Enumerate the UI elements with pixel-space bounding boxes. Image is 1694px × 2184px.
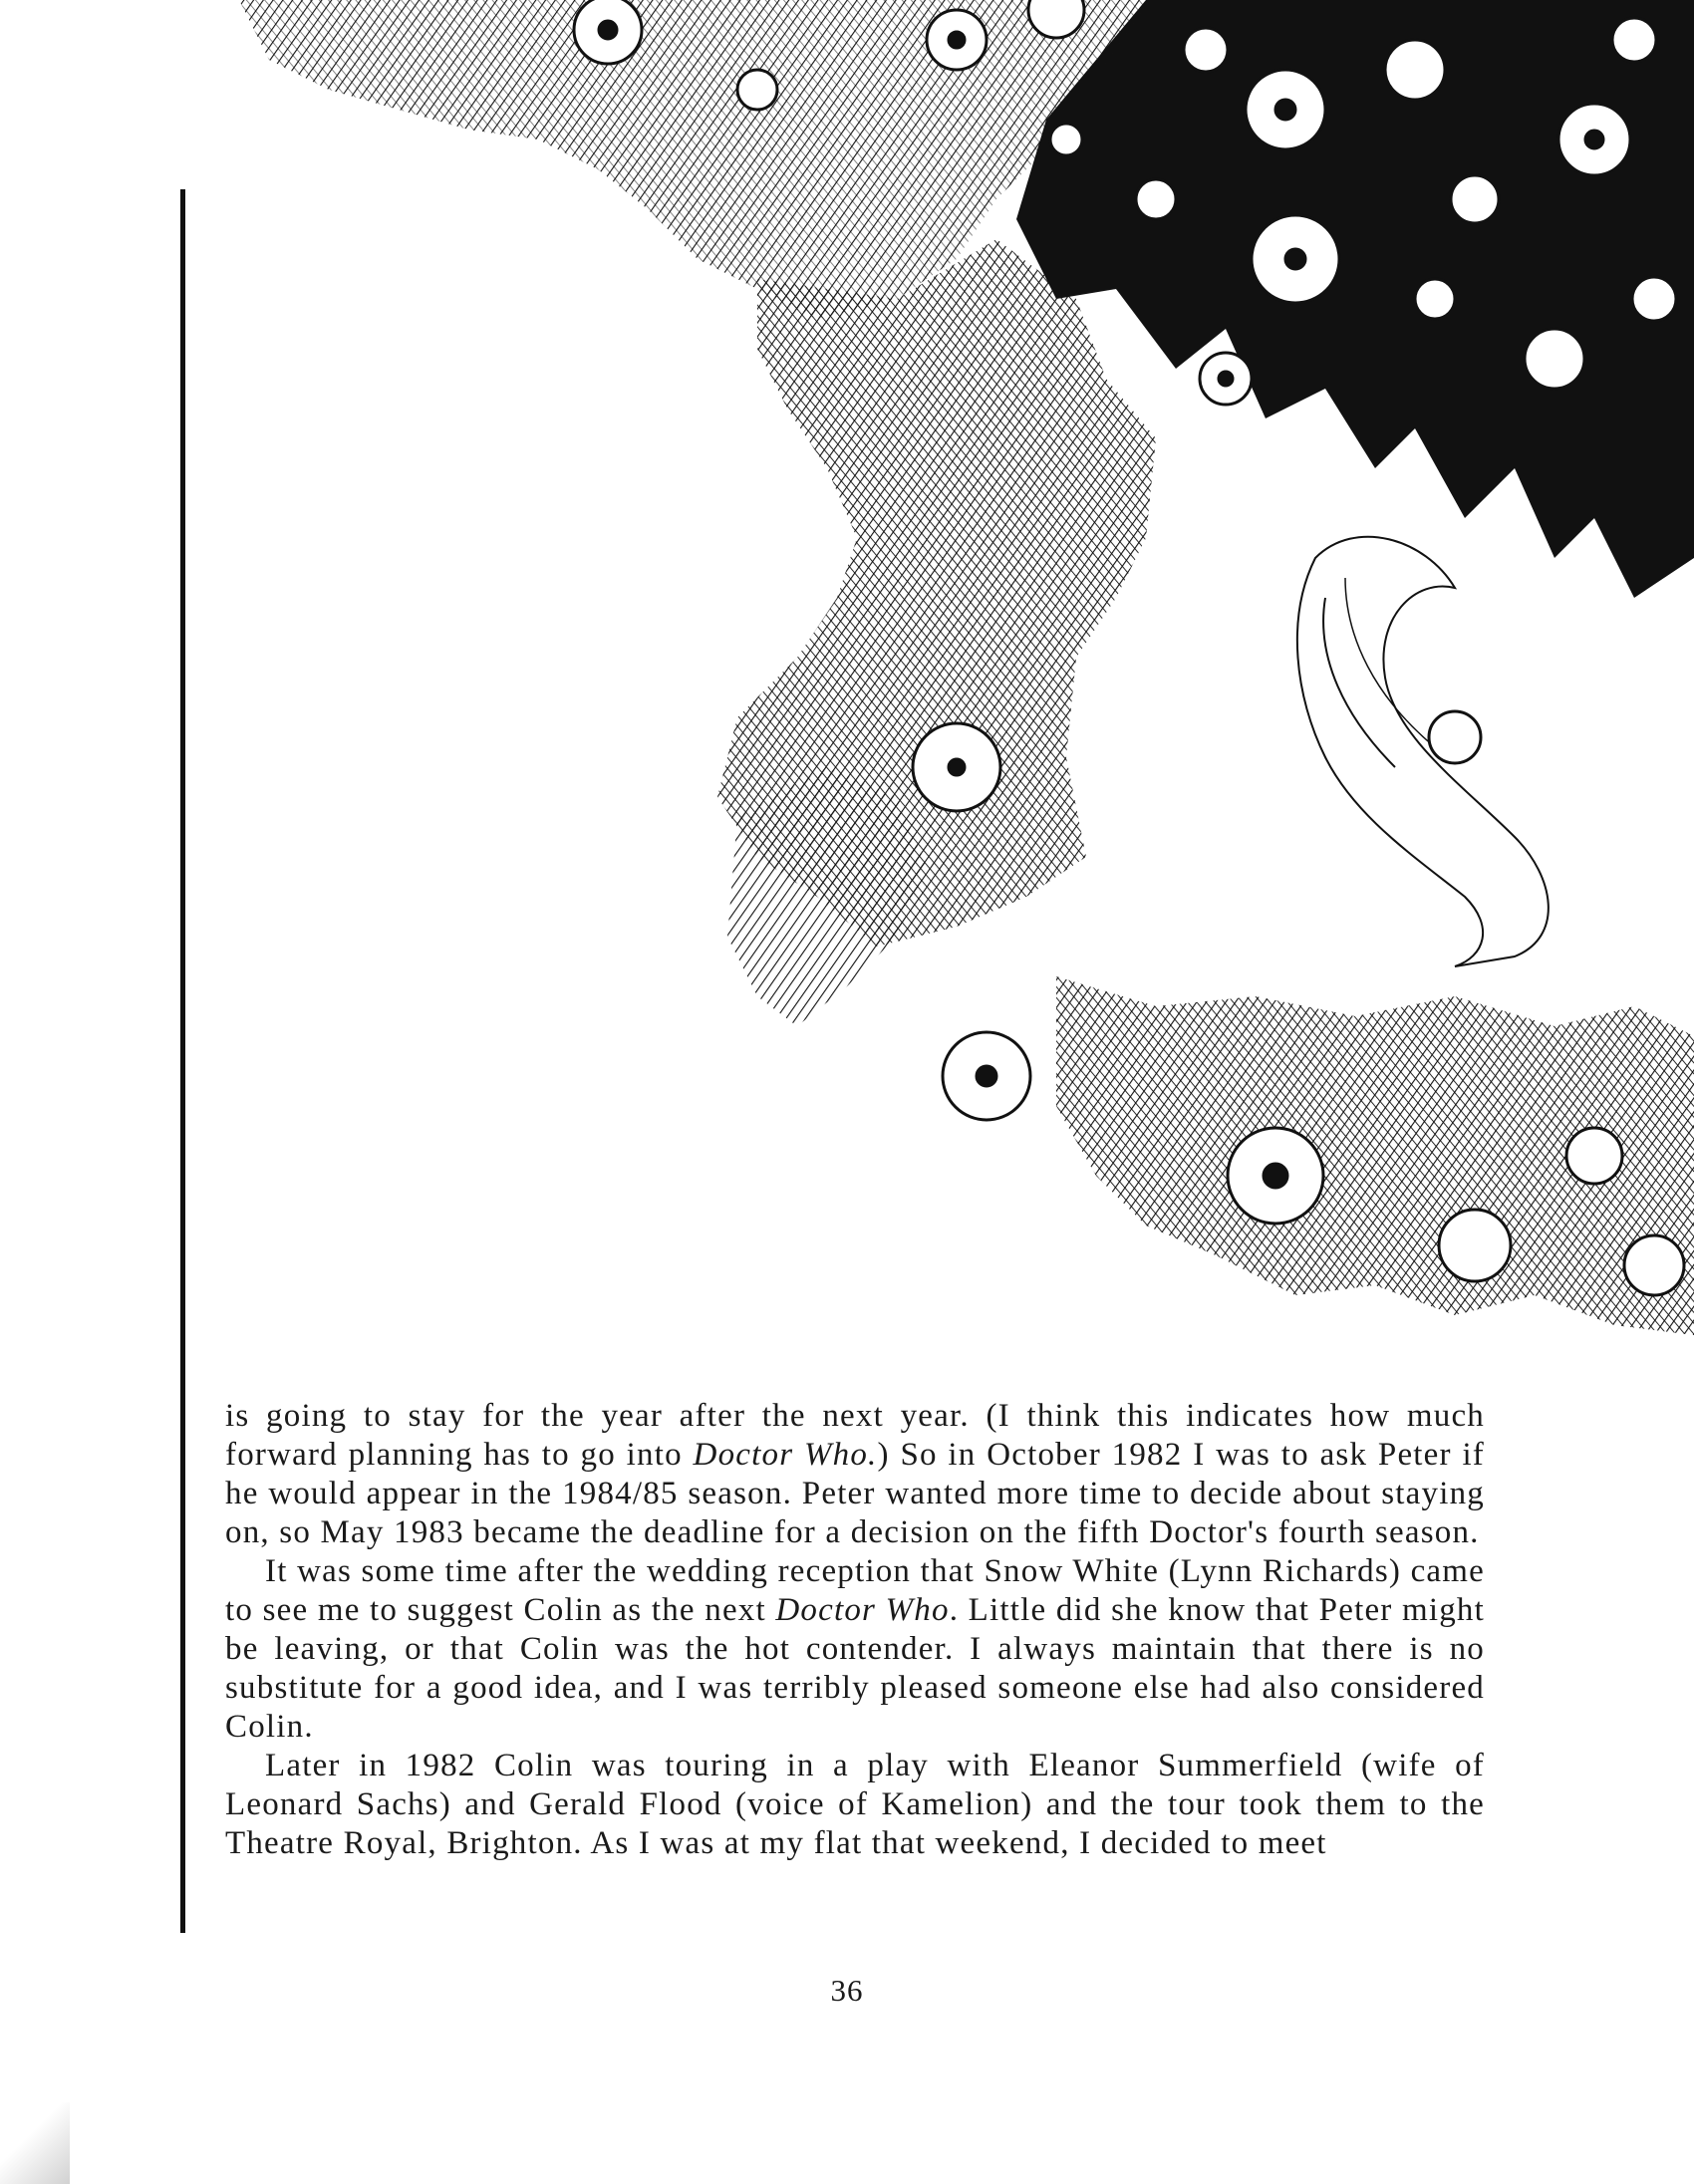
paragraph-2-title: Doctor Who — [775, 1592, 950, 1628]
margin-rule — [180, 189, 185, 1933]
paragraph-3: Later in 1982 Colin was touring in a play with Eleanor Summerfield (wife of Leonard Sachs) and Gerald Flood (voice of Kamelion) and the tour took them to the Theatre Royal, Brighton. As I was at my flat that weekend, I decided to meet — [225, 1748, 1485, 1861]
hatched-cloud-lobe — [727, 767, 927, 1026]
paragraph-2-text-b: . Little did she know that Peter might be leaving, or that Colin was the hot contender. I always maintain that there is no substitute for a good idea, and I was terribly pleased someone else had also considered Colin. — [225, 1592, 1485, 1745]
white-swirl — [1297, 537, 1549, 966]
paragraph-2 — [225, 1552, 1485, 1747]
page-number: 36 — [830, 1973, 864, 2008]
body-text — [225, 1397, 1485, 1863]
paragraph-1-title: Doctor Who. — [693, 1437, 878, 1473]
paragraph-1-text-b: ) So in October 1982 I was to ask Peter if he would appear in the 1984/85 season. Peter wanted more time to decide about staying on, so May 1983 became the deadline for a decision on the fifth Doctor's fourth season. — [225, 1437, 1485, 1550]
paragraph-1-text-a: is going to stay for the year after the next year. (I think this indicates how much forward planning has to go into — [225, 1398, 1485, 1473]
paragraph-1 — [225, 1397, 1485, 1552]
page-edge-shadow — [0, 2102, 70, 2184]
paragraph-2-text-a: It was some time after the wedding reception that Snow White (Lynn Richards) came to see me to suggest Colin as the next — [225, 1553, 1485, 1628]
